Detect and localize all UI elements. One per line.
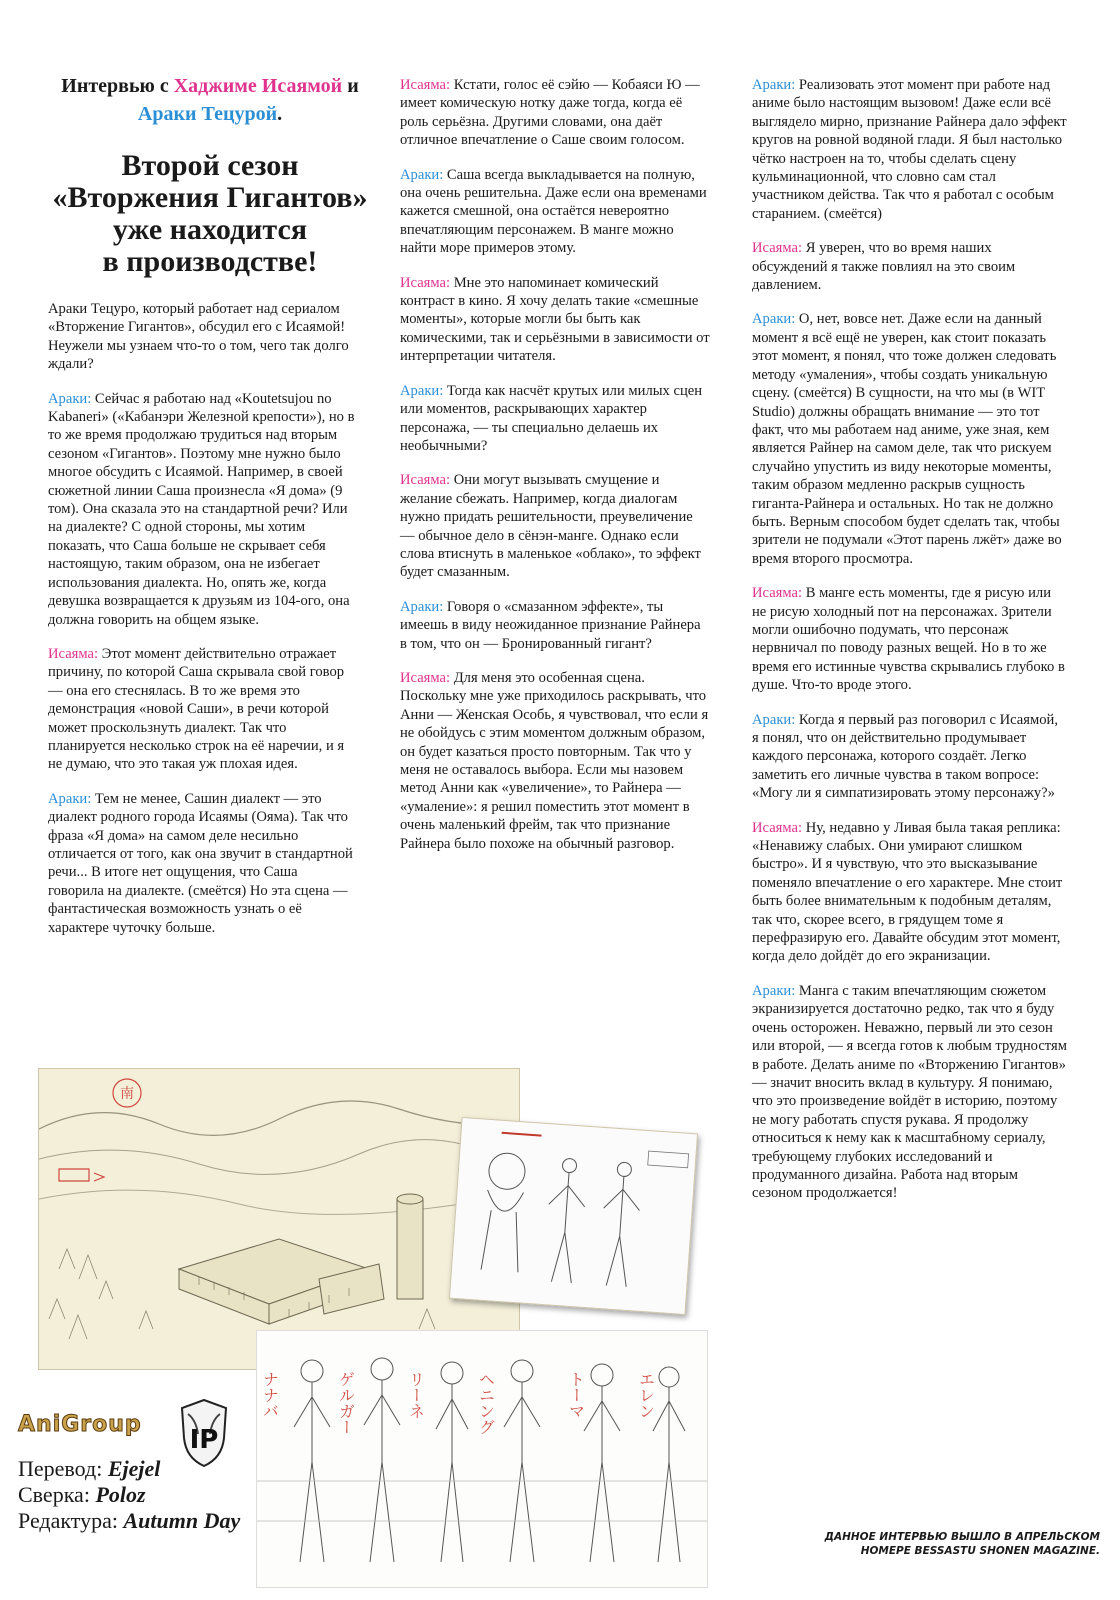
landscape-sketch-image (38, 1068, 520, 1370)
column-2 (400, 76, 710, 869)
speaker-label-isayama: Исаяма: (400, 274, 451, 291)
speaker-label-araki: Араки: (400, 382, 444, 399)
interview-paragraph (48, 390, 356, 629)
speaker-label-isayama: Исаяма: (400, 77, 451, 93)
character-label-2: ゲルガー (336, 1371, 354, 1435)
survey-corps-emblem (178, 1398, 230, 1468)
interview-paragraph (752, 711, 1068, 803)
character-label-5: トーマ (566, 1371, 584, 1419)
interview-paragraph (48, 645, 356, 774)
paragraph-text: Тем не менее, Сашин диалект — это диалект родного города Исаямы (Ояма). Так что фраза «Я дома» на самом деле несильно отличается от того, как она звучит в стандартной речи... В итоге нет ощущения, что Саша говорила на диалекте. (смеётся) Но эта сцена — фантастическая возможность узнать о её характере чуточку больше. (48, 790, 353, 936)
interview-paragraph (400, 76, 710, 150)
speaker-label-araki: Араки: (48, 790, 92, 807)
paragraph-text: Мне это напоминает комический контраст в кино. Я хочу делать такие «смешные моменты», которые могли бы быть как комическими, так и серьёзными в зависимости от интерпретации читателя. (400, 274, 710, 365)
speaker-label-araki: Араки: (752, 982, 796, 999)
speaker-label-araki: Араки: (752, 311, 796, 328)
speaker-label-araki: Араки: (752, 77, 796, 93)
character-label-1: ナナバ (260, 1371, 278, 1419)
speaker-label-araki: Араки: (400, 166, 444, 183)
interview-paragraph (400, 471, 710, 581)
paragraph-text: Кстати, голос её сэйю — Кобаяси Ю — имеет комическую нотку даже тогда, когда её роль серьёзна. Другими словами, она даёт отличное впечатление о Саше своим голосом. (400, 77, 700, 149)
credit-edit: Редактура: Autumn Day (18, 1508, 241, 1533)
character-label-6: エレン (636, 1371, 654, 1419)
interview-paragraph (400, 166, 710, 258)
character-sheet-image (449, 1117, 698, 1315)
credits-block (18, 1404, 318, 1534)
credit-translation: Перевод: Ejejel (18, 1456, 161, 1481)
interview-paragraph (400, 274, 710, 366)
speaker-label-araki: Араки: (48, 390, 92, 407)
speaker-label-araki: Араки: (400, 598, 444, 615)
paragraph-text: Ну, недавно у Ливая была такая реплика: «Ненавижу слабых. Они умирают слишком быстро». И я чувствую, что это высказывание поменяло впечатление о его характере. Мне стоит быть более внимательным к подобным деталям, так что, скорее всего, в грядущем томе я перефразирую его. Давайте обсудим этот момент, когда дело дойдёт до его экранизации. (752, 819, 1063, 965)
character-label-4: ヘニング (476, 1371, 494, 1435)
paragraph-text: Для меня это особенная сцена. Поскольку мне уже приходилось раскрывать, что Анни — Женская Особь, я чувствовал, что если я не обойдусь с этим моментом должным образом, он будет казаться просто повторным. Так что у меня не оставалось выбора. Если мы назовем метод Анни как «увеличение», то Райнера — «умаление»: я решил поместить этот момент в очень маленький фрейм, так что признание Райнера было похоже на обычный разговор. (400, 669, 709, 852)
paragraph-text: Говоря о «смазанном эффекте», ты имеешь в виду неожиданное признание Райнера в том, что он — Бронированный гигант? (400, 598, 701, 652)
paragraph-text: Манга с таким впечатляющим сюжетом экранизируется достаточно редко, так что я буду очень осторожен. Неважно, первый ли это сезон или второй, — я всегда готов к любым трудностям в работе. Делать аниме по «Вторжению Гигантов» — значит вносить вклад в культуру. Я понимаю, что это произведение войдёт в историю, поэтому не могу работать спустя рукава. Я продолжу относиться к нему как к масштабному сериалу, требующему глубоких исследований и продуманного дизайна. Работа над вторым сезоном продолжается! (752, 982, 1067, 1202)
character-name-labels (261, 1371, 654, 1435)
interview-paragraph (48, 790, 356, 937)
interview-paragraph (400, 669, 710, 853)
speaker-label-araki: Араки: (752, 711, 796, 728)
interview-title: Интервью с Хаджиме Исаямой и Араки Тецурой. (61, 75, 359, 125)
paragraph-text: Я уверен, что во время наших обсуждений я также повлиял на это своим давлением. (752, 240, 1016, 294)
interview-paragraph (752, 239, 1068, 294)
speaker-label-isayama: Исаяма: (752, 240, 803, 257)
paragraph-text: Когда я первый раз поговорил с Исаямой, я понял, что он действительно продумывает каждого персонажа, которого создаёт. Легко заметить его личные чувства в таком вопросе: «Могу ли я симпатизировать этому персонажу?» (752, 711, 1058, 802)
stamp-label: 南 (120, 1087, 134, 1102)
emblem-letters: IP (189, 1425, 219, 1455)
paragraph-text: Тогда как насчёт крутых или милых сцен или моментов, раскрывающих характер персонажа, — ты специально делаешь их необычными? (400, 382, 703, 454)
speaker-label-isayama: Исаяма: (48, 645, 99, 662)
column-1 (48, 300, 356, 953)
paragraph-text: Саша всегда выкладывается на полную, она очень решительна. Даже если она временами кажется смешной, она остаётся невероятно впечатляющим персонажем. В манге можно найти море примеров этому. (400, 166, 707, 257)
paragraph-text: Они могут вызывать смущение и желание сбежать. Например, когда диалогам нужно придать решительности, преувеличение — обычное дело в сёнэн-манге. Однако если слова втиснуть в маленькое «облако», то эффект будет смазанным. (400, 472, 701, 581)
anigroup-logo: AniGroup (18, 1412, 142, 1437)
intro-paragraph: Араки Тецуро, который работает над сериалом «Вторжение Гигантов», обсудил его с Исаямой! Неужели мы узнаем что-то о том, чего так долго ждали? (48, 301, 349, 373)
interview-paragraph (752, 76, 1068, 223)
character-lineup-image (256, 1330, 708, 1588)
interview-paragraph (400, 598, 710, 653)
paragraph-text: Реализовать этот момент при работе над аниме было настоящим вызовом! Даже если всё выглядело мирно, признание Райнера дало эффект кругов на ровной водяной глади. Я был настолько чётко настроен на то, чтобы сделать сцену кульминационной, что словно сам стал участником действа. Так что я работал с особым старанием. (смеётся) (752, 77, 1067, 222)
araki-name: Араки Тецурой (137, 103, 278, 125)
source-footnote: ДАННОЕ ИНТЕРВЬЮ ВЫШЛО В АПРЕЛЬСКОМ НОМЕРЕ BESSASTU SHONEN MAGAZINE. (824, 1531, 1100, 1557)
speaker-label-isayama: Исаяма: (400, 472, 451, 489)
interview-paragraph (400, 382, 710, 456)
interview-paragraph (752, 310, 1068, 568)
paragraph-text: Этот момент действительно отражает причину, по которой Саша скрывала свой говор — она его стеснялась. В то же время это демонстрация «новой Саши», в речи которой может проскользнуть диалект. Так что планируется несколько строк на её наречии, и я не думаю, что это такая уж плохая идея. (48, 645, 345, 773)
season-headline: Второй сезон «Вторжения Гигантов» уже находится в производстве! (52, 149, 368, 278)
article-heading (40, 72, 380, 278)
character-label-3: リーネ (406, 1371, 424, 1419)
interview-paragraph (752, 584, 1068, 694)
paragraph-text: О, нет, вовсе нет. Даже если на данный момент я всё ещё не уверен, как стоит показать этот момент, я понял, что тоже должен следовать методу «умаления», чтобы создать уникальную сцену. (смеётся) В сущности, на что мы (в WIT Studio) должны обращать внимание — это тот факт, что мы работаем над аниме, уже зная, кем является Райнер на самом деле, так что рискуем случайно упустить из виду некоторые моменты, таким образом медленно раскрыв сущность гиганта-Райнера и остальных. Но так не должно быть. Верным способом будет сделать так, чтобы зрители не подумали «Этот парень лжёт» даже во время второго просмотра. (752, 311, 1062, 567)
interview-paragraph (752, 819, 1068, 966)
credit-check: Сверка: Poloz (18, 1482, 146, 1507)
speaker-label-isayama: Исаяма: (400, 669, 451, 686)
paragraph-text: В манге есть моменты, где я рисую или не рисую холодный пот на персонажах. Зрители могли ошибочно подумать, что персонаж нервничал по поводу разных вещей. Но в то же время его истинные чувства скрывались глубоко в душе. Что-то вроде этого. (752, 585, 1065, 694)
interview-paragraph (752, 982, 1068, 1203)
speaker-label-isayama: Исаяма: (752, 585, 803, 602)
paragraph-text: Сейчас я работаю над «Koutetsujou no Kabaneri» («Кабанэри Железной крепости»), но в то же время продолжаю трудиться над вторым сезоном «Гигантов». Поэтому мне нужно было многое обсудить с Исаямой. Например, в своей сюжетной линии Саша произнесла «Я дома» (9 том). Она сказала это на стандартной речи? Или на диалекте? С одной стороны, мы хотим показать, что Саша больше не скрывает себя настоящую, таким образом, она не избегает использования диалекта. Но, опять же, когда девушка возвращается к друзьям из 104-ого, она должна говорить на общем языке. (48, 390, 355, 628)
speaker-label-isayama: Исаяма: (752, 819, 803, 836)
column-3 (752, 76, 1068, 1219)
isayama-name: Хаджиме Исаямой (173, 75, 343, 97)
